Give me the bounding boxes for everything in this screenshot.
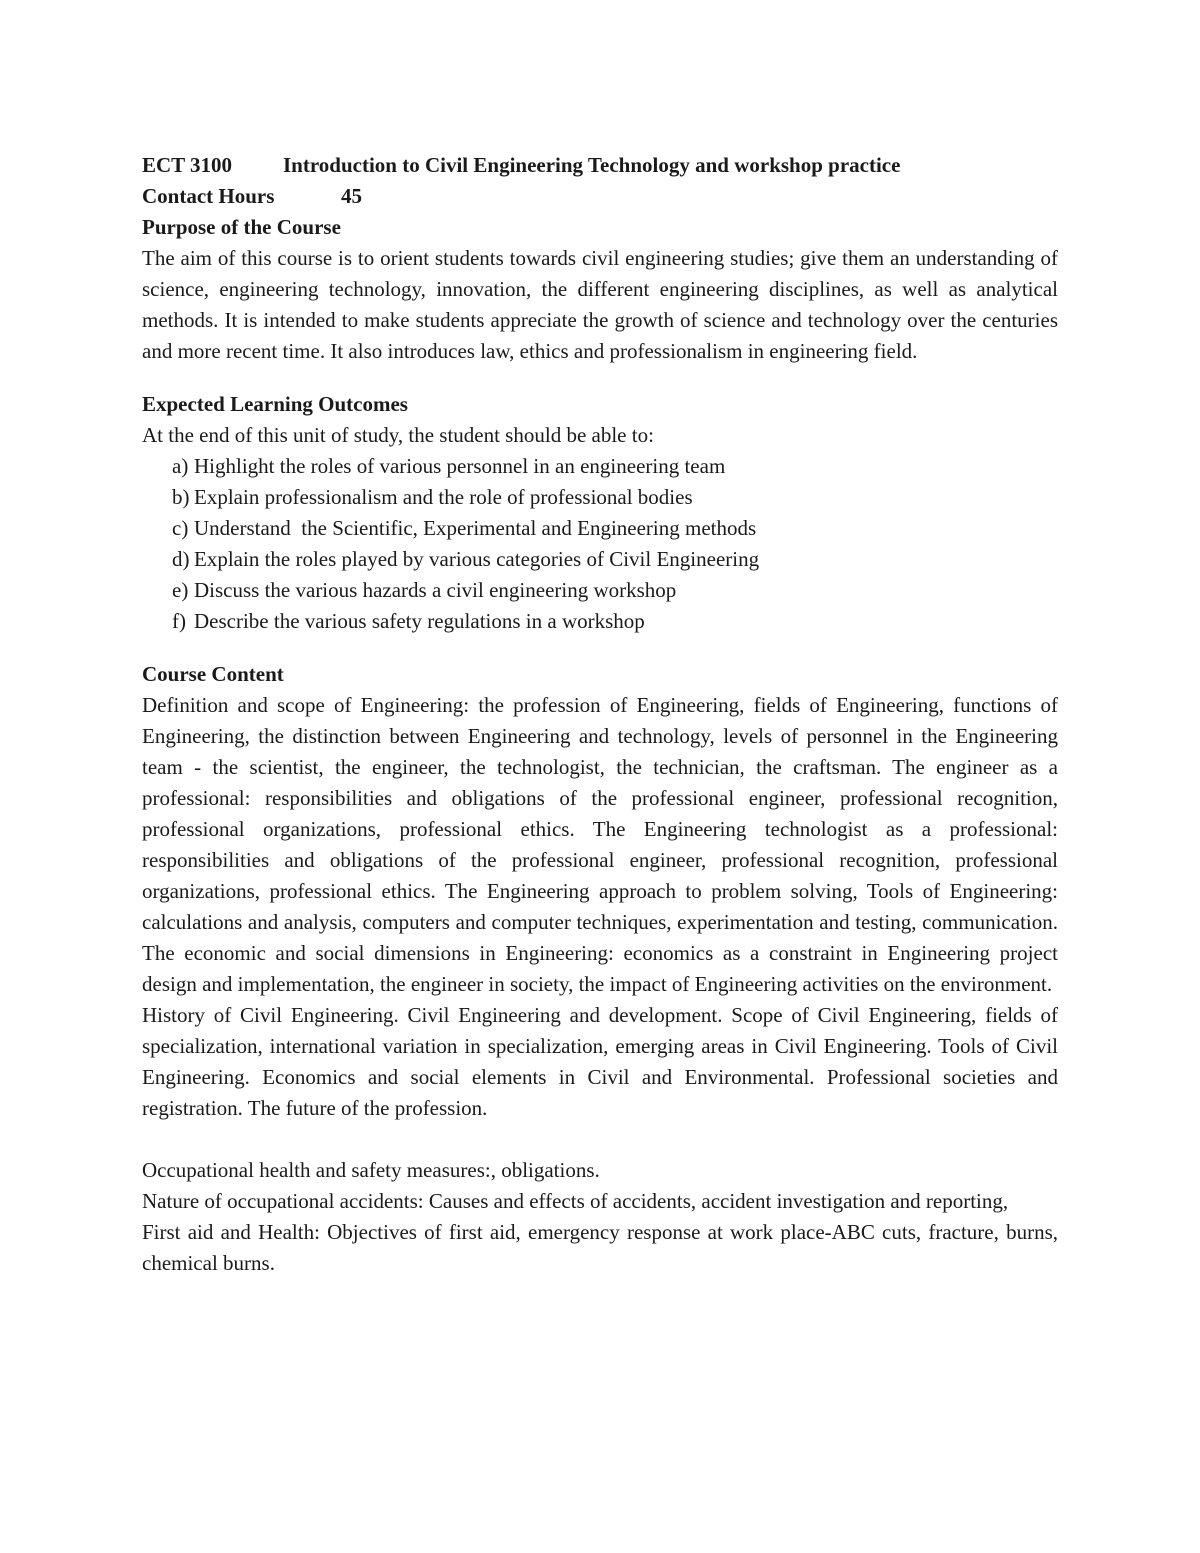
- contact-hours-value: 45: [341, 184, 362, 208]
- list-item-text: Discuss the various hazards a civil engineering workshop: [194, 578, 677, 602]
- list-item-text: Explain professionalism and the role of professional bodies: [194, 485, 693, 509]
- list-marker: d): [172, 547, 190, 571]
- list-marker: b): [172, 485, 190, 509]
- purpose-paragraph: The aim of this course is to orient students towards civil engineering studies; give them an understanding of science, engineering technology, innovation, the different engineering disciplines, as well as analytical methods. It is intended to make students appreciate the growth of science and technology over the centuries and more recent time. It also introduces law, ethics and professionalism in engineering field.: [142, 246, 1058, 363]
- list-item: [142, 606, 1058, 637]
- content-heading: Course Content: [142, 662, 284, 686]
- outcomes-heading: Expected Learning Outcomes: [142, 392, 408, 416]
- list-marker: f): [172, 609, 186, 633]
- course-code: ECT 3100: [142, 153, 233, 177]
- outcomes-intro: At the end of this unit of study, the student should be able to:: [142, 423, 654, 447]
- course-title: Introduction to Civil Engineering Technology and workshop practice: [283, 153, 901, 177]
- list-item-text: Highlight the roles of various personnel in an engineering team: [194, 454, 726, 478]
- list-item-text: Describe the various safety regulations in a workshop: [194, 609, 645, 633]
- content-paragraph-first-aid: First aid and Health: Objectives of first aid, emergency response at work place-ABC cuts, fracture, burns, chemical burns.: [142, 1220, 1058, 1275]
- outcomes-list: [142, 451, 1058, 637]
- content-paragraph-ohs: Occupational health and safety measures:, obligations.: [142, 1158, 600, 1182]
- contact-hours-row: [142, 181, 1058, 212]
- list-item-text: Understand the Scientific, Experimental and Engineering methods: [194, 516, 757, 540]
- content-paragraph-history: History of Civil Engineering. Civil Engineering and development. Scope of Civil Engineering, fields of specialization, international variation in specialization, emerging areas in Civil Engineering. Tools of Civil Engineering. Economics and social elements in Civil and Environmental. Professional societies and registration. The future of the profession.: [142, 1003, 1058, 1120]
- content-paragraph-accidents: Nature of occupational accidents: Causes and effects of accidents, accident investigation and reporting,: [142, 1189, 1009, 1213]
- list-item: [142, 513, 1058, 544]
- list-marker: c): [172, 516, 189, 540]
- list-marker: a): [172, 454, 189, 478]
- course-title-row: [142, 150, 1058, 181]
- list-marker: e): [172, 578, 189, 602]
- content-paragraph-definition: Definition and scope of Engineering: the profession of Engineering, fields of Engineering, functions of Engineering, the distinction between Engineering and technology, levels of personnel in the Engineering team - the scientist, the engineer, the technologist, the technician, the craftsman. The engineer as a professional: responsibilities and obligations of the professional engineer, professional recognition, professional organizations, professional ethics. The Engineering technologist as a professional: responsibilities and obligations of the professional engineer, professional recognition, professional organizations, professional ethics. The Engineering approach to problem solving, Tools of Engineering: calculations and analysis, computers and computer techniques, experimentation and testing, communication. The economic and social dimensions in Engineering: economics as a constraint in Engineering project design and implementation, the engineer in society, the impact of Engineering activities on the environment.: [142, 693, 1058, 996]
- list-item: [142, 544, 1058, 575]
- list-item: [142, 575, 1058, 606]
- purpose-heading: Purpose of the Course: [142, 215, 341, 239]
- list-item: [142, 482, 1058, 513]
- list-item: [142, 451, 1058, 482]
- list-item-text: Explain the roles played by various categories of Civil Engineering: [194, 547, 760, 571]
- contact-hours-label: Contact Hours: [142, 184, 275, 208]
